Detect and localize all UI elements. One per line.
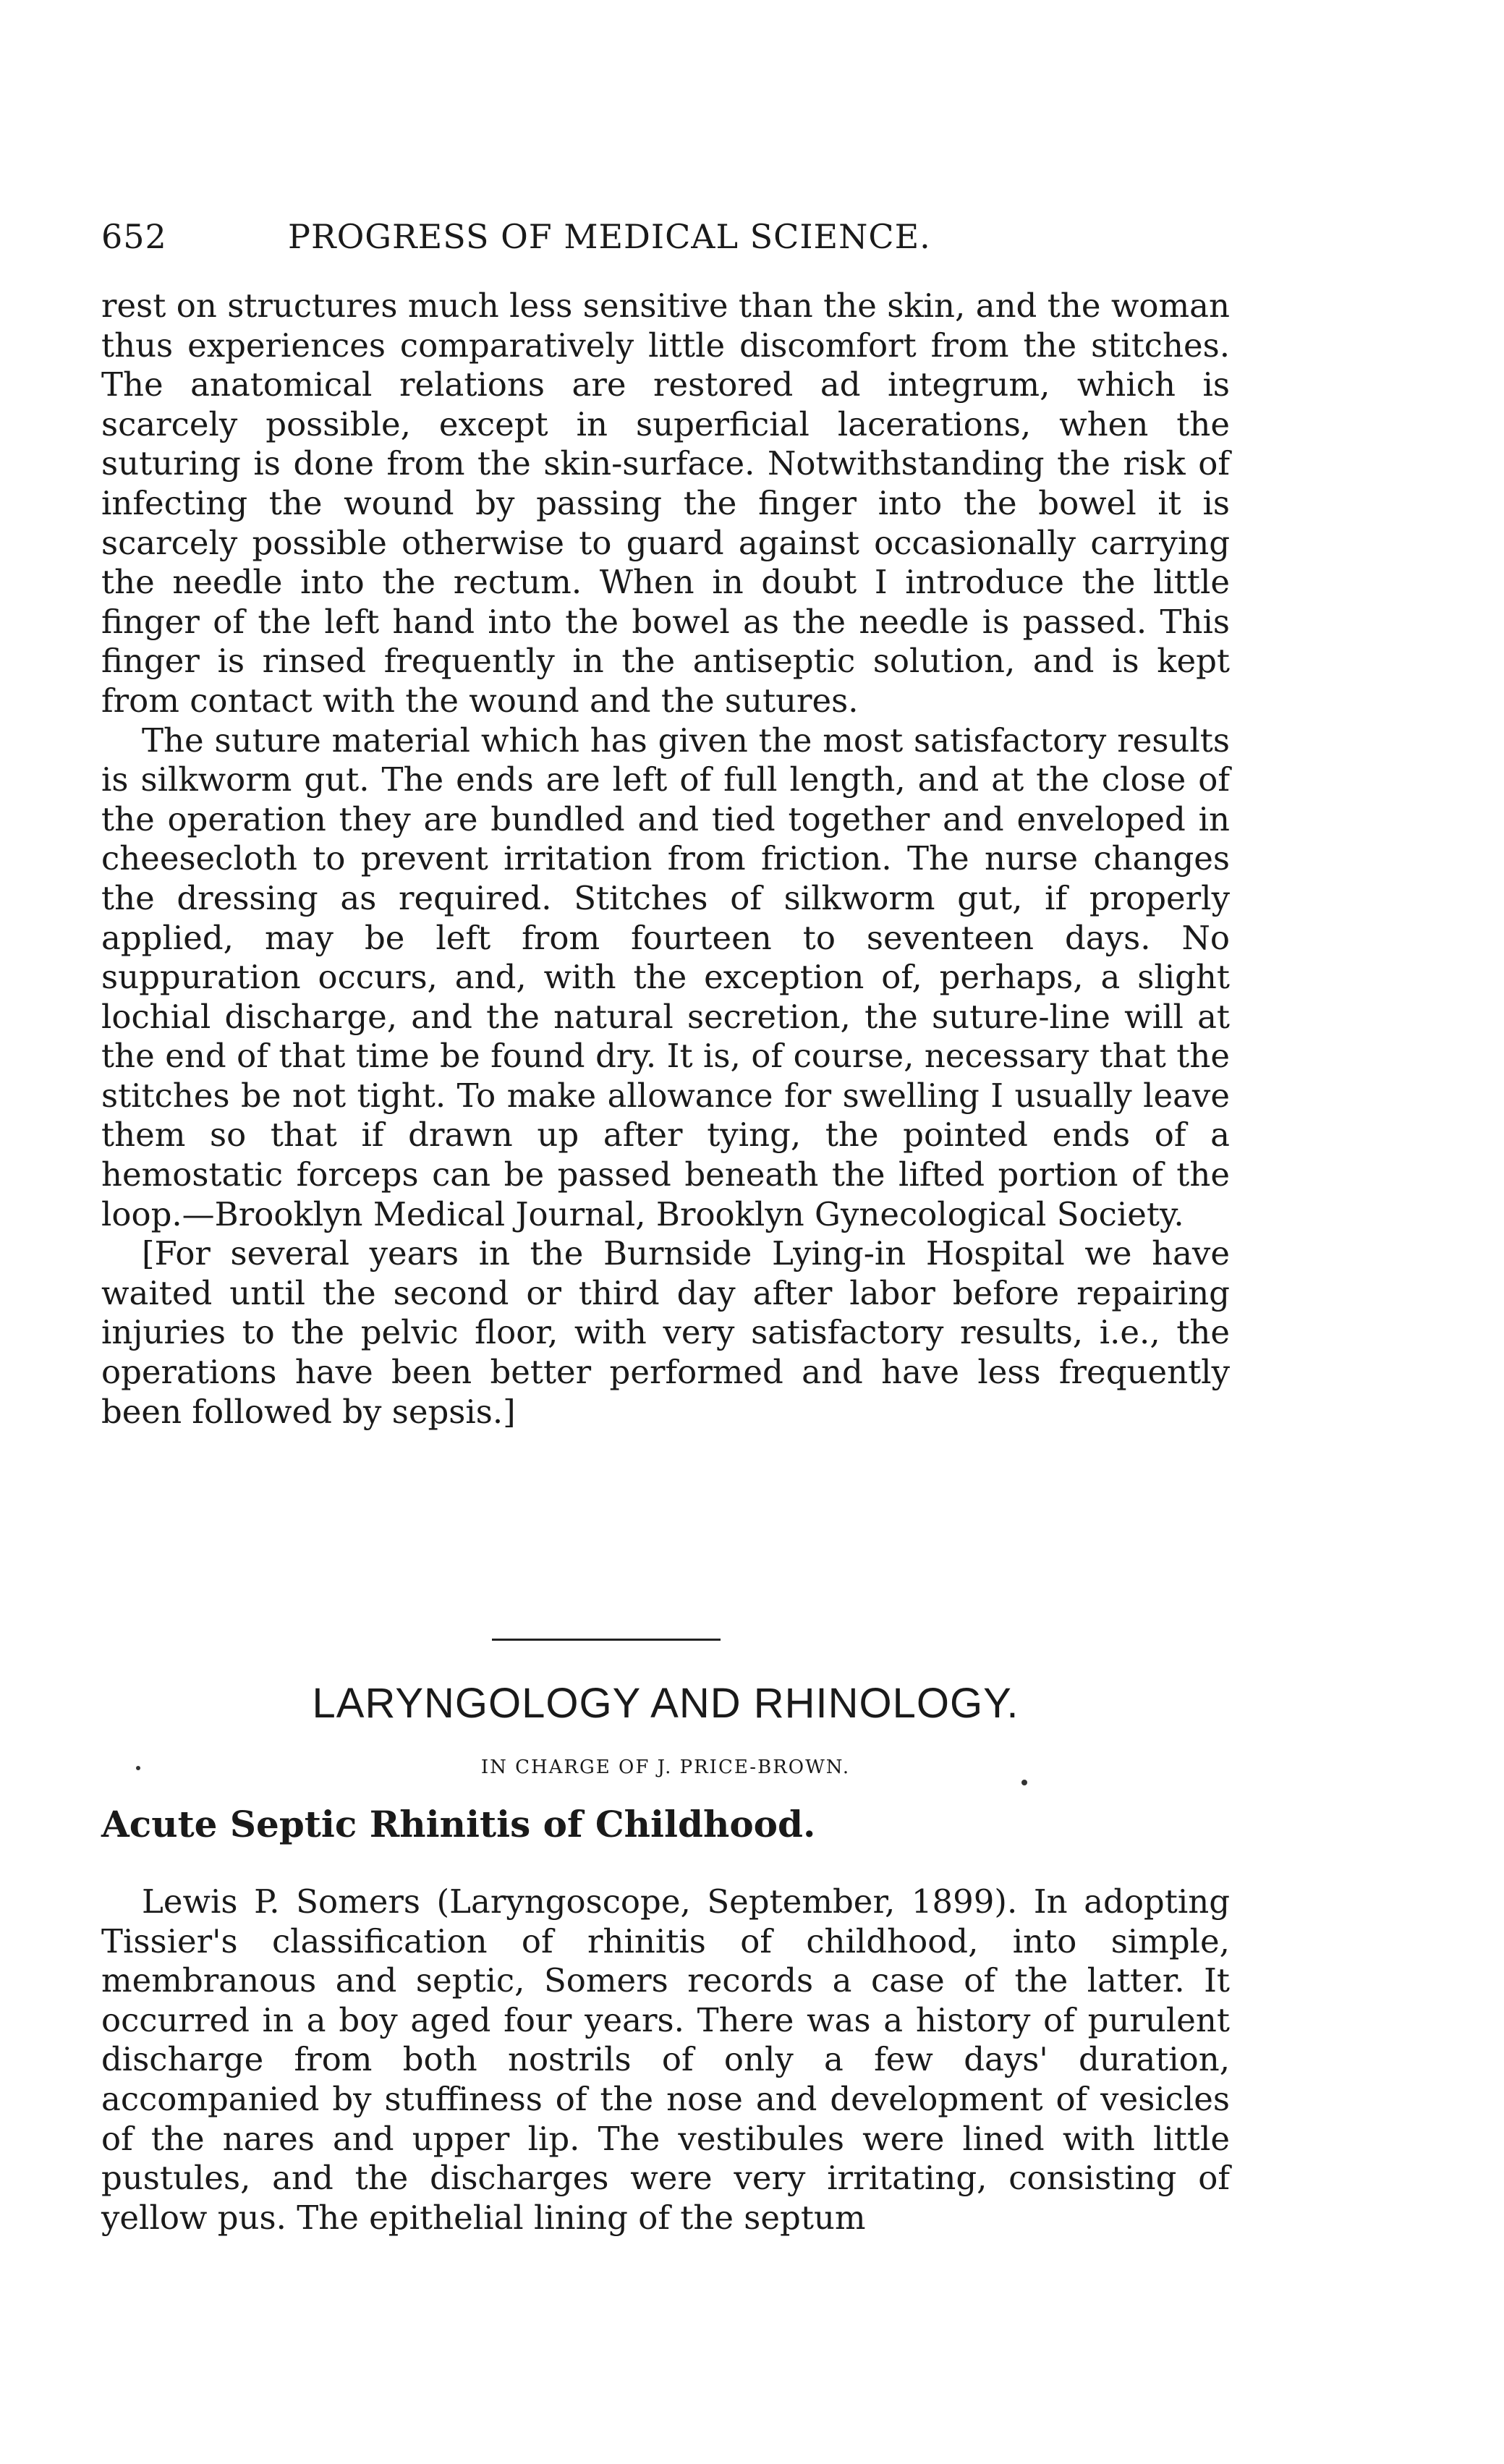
running-header [101, 217, 1230, 256]
paragraph-somers-case: Lewis P. Somers (Laryngoscope, September, 1899). In adopting Tissier's classification of rhinitis of childhood, into simple, membranous and septic, Somers records a case of the latter. It occurred in a boy aged four years. There was a history of purulent discharge from both nostrils of only a few days' duration, accompanied by stuffiness of the nose and development of vesicles of the nares and upper lip. The vestibules were lined with little pustules, and the discharges were very irritating, consisting of yellow pus. The epithelial lining of the septum [101, 1882, 1230, 2237]
article-body [101, 1882, 1230, 2238]
section-divider [492, 1639, 721, 1641]
body-text-continued [101, 286, 1230, 1432]
section-byline: IN CHARGE OF J. PRICE-BROWN. [480, 1756, 851, 1778]
paragraph-suture-material: The suture material which has given the most satisfactory results is silkworm gut. The ends are left of full length, and at the close of the operation they are bundled and tied together and enveloped in cheesecloth to prevent irritation from friction. The nurse changes the dressing as required. Stitches of silkworm gut, if properly applied, may be left from fourteen to seventeen days. No suppuration occurs, and, with the exception of, perhaps, a slight lochial discharge, and the natural secretion, the suture-line will at the end of that time be found dry. It is, of course, necessary that the stitches be not tight. To make allowance for swelling I usually leave them so that if drawn up after tying, the pointed ends of a hemostatic forceps can be passed beneath the lifted portion of the loop.—Brooklyn Medical Journal, Brooklyn Gynecological Society. [101, 721, 1230, 1233]
paragraph-stitches: rest on structures much less sensitive than the skin, and the woman thus experiences comparatively little discomfort from the stitches. The anatomical relations are restored ad integrum, which is scarcely possible, except in superficial lacerations, when the suturing is done from the skin-surface. Notwithstanding the risk of infecting the wound by passing the finger into the bowel it is scarcely possible otherwise to guard against occasionally carrying the needle into the rectum. When in doubt I introduce the little finger of the left hand into the bowel as the needle is passed. This finger is rinsed frequently in the antiseptic solution, and is kept from contact with the wound and the sutures. [101, 286, 1230, 720]
article-title: Acute Septic Rhinitis of Childhood. [101, 1803, 816, 1845]
section-heading: LARYNGOLOGY AND RHINOLOGY. [312, 1680, 1019, 1727]
paragraph-editorial-note: [For several years in the Burnside Lying-in Hospital we have waited until the second or third day after labor before repairing injuries to the pelvic floor, with very satisfactory results, i.e., the operations have been better performed and have less frequently been followed by sepsis.] [101, 1234, 1230, 1431]
page-number: 652 [101, 217, 167, 256]
print-speck [1021, 1780, 1027, 1785]
running-title: PROGRESS OF MEDICAL SCIENCE. [288, 217, 931, 256]
